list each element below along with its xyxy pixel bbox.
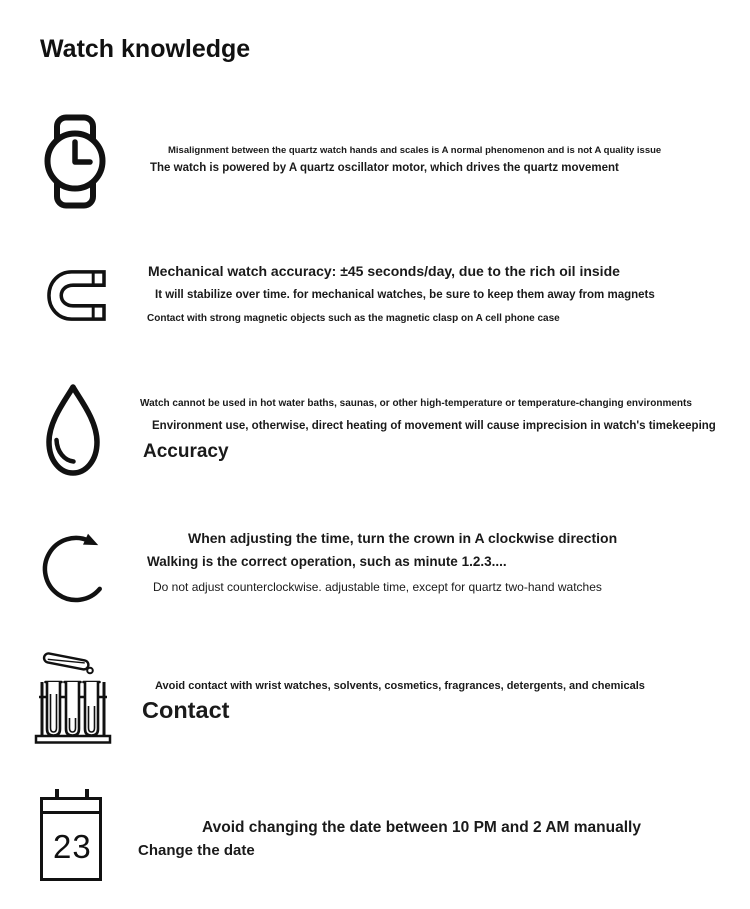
- crown-note-line: Do not adjust counterclockwise. adjustable time, except for quartz two-hand watches: [153, 580, 602, 594]
- temperature-note-line: Watch cannot be used in hot water baths, saunas, or other high-temperature or temperature-changing environments: [140, 398, 692, 409]
- magnet-sub-line: It will stabilize over time. for mechanical watches, be sure to keep them away from magnets: [155, 289, 655, 301]
- temperature-sub-line: Environment use, otherwise, direct heating of movement will cause imprecision in watch's timekeeping: [152, 420, 716, 432]
- calendar-icon: [40, 789, 104, 883]
- accuracy-heading: Accuracy: [143, 441, 229, 462]
- date-main-line: Avoid changing the date between 10 PM and 2 AM manually: [202, 819, 641, 836]
- quartz-main-line: The watch is powered by A quartz oscillator motor, which drives the quartz movement: [150, 162, 619, 174]
- clockwise-rotation-icon: [40, 528, 106, 608]
- wristwatch-icon: [44, 114, 106, 209]
- water-drop-icon: [40, 383, 106, 478]
- crown-main-line: When adjusting the time, turn the crown in A clockwise direction: [188, 530, 618, 546]
- crown-sub-line: Walking is the correct operation, such as minute 1.2.3....: [147, 554, 507, 569]
- test-tubes-icon: [34, 646, 112, 746]
- magnet-note-line: Contact with strong magnetic objects such as the magnetic clasp on A cell phone case: [147, 313, 560, 324]
- magnet-main-line: Mechanical watch accuracy: ±45 seconds/day, due to the rich oil inside: [148, 263, 620, 279]
- calendar-body: [40, 797, 102, 881]
- calendar-header-strip: [43, 800, 99, 814]
- chemicals-note-line: Avoid contact with wrist watches, solvents, cosmetics, fragrances, detergents, and chemicals: [155, 680, 645, 692]
- calendar-day-number: 23: [53, 828, 92, 865]
- magnet-icon: [44, 267, 107, 324]
- contact-heading: Contact: [142, 697, 230, 723]
- date-sub-line: Change the date: [138, 842, 255, 859]
- quartz-note-line: Misalignment between the quartz watch hands and scales is A normal phenomenon and is not A quality issue: [168, 145, 662, 156]
- page-title: Watch knowledge: [40, 35, 251, 63]
